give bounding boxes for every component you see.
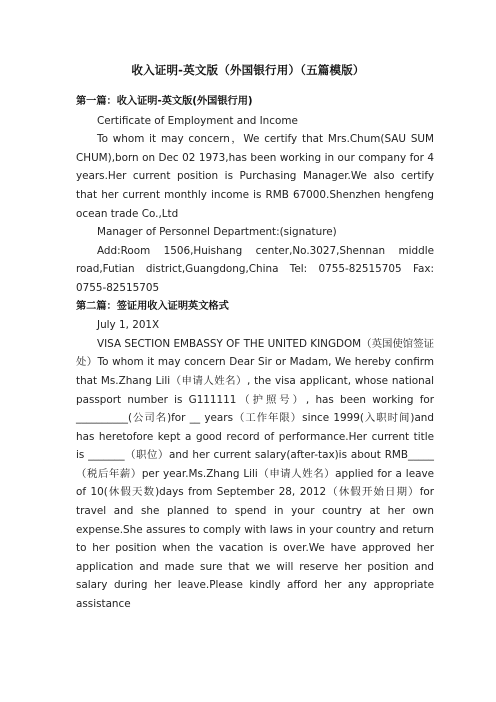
letter-date: July 1, 201X xyxy=(97,319,160,332)
signature-line: Manager of Personnel Department:(signature) xyxy=(97,226,337,239)
certificate-body: To whom it may concern，We certify that Mrs.Chum(SAU SUM CHUM),born on Dec 02 1973,has been working in our company for 4 years.Her current position is Purchasing Manager.We also certify that her current monthly income is RMB 67000.Shenzhen hengfeng ocean trade Co.,Ltd xyxy=(76,133,434,220)
certificate-title: Certificate of Employment and Income xyxy=(97,114,298,127)
section-heading-1: 第一篇：收入证明-英文版(外国银行用) xyxy=(76,96,253,107)
company-address: Add:Room 1506,Huishang center,No.3027,Shennan middle road,Futian district,Guangdong,China Tel: 0755-82515705 Fax: 0755-82515705 xyxy=(76,244,434,294)
document-title: 收入证明-英文版（外国银行用）（五篇模版） xyxy=(131,63,365,77)
visa-letter-body: VISA SECTION EMBASSY OF THE UNITED KINGDOM（英国使馆签证处）To whom it may concern Dear Sir or Madam, We hereby confirm that Ms.Zhang Lili（申请人姓名）, the visa applicant, whose national passport number is G111111（护照号）, has been working for __________(公司名)for __ years（工作年限）since 1999(入职时间)and has heretofore kept a good record of performance.Her current title is _______（职位）and her current salary(after-tax)is about RMB_____（税后年薪）per year.Ms.Zhang Lili（申请人姓名）applied for a leave of 10(休假天数)days from September 28, 2012（休假开始日期）for travel and she planned to spend in your country at her own expense.She assures to comply with laws in your country and return to her position when the vacation is over.We have approved her application and made sure that we will reserve her position and salary during her leave.Please kindly afford her any appropriate assistance xyxy=(76,337,434,611)
section-heading-2: 第二篇：签证用收入证明英文格式 xyxy=(76,300,229,312)
